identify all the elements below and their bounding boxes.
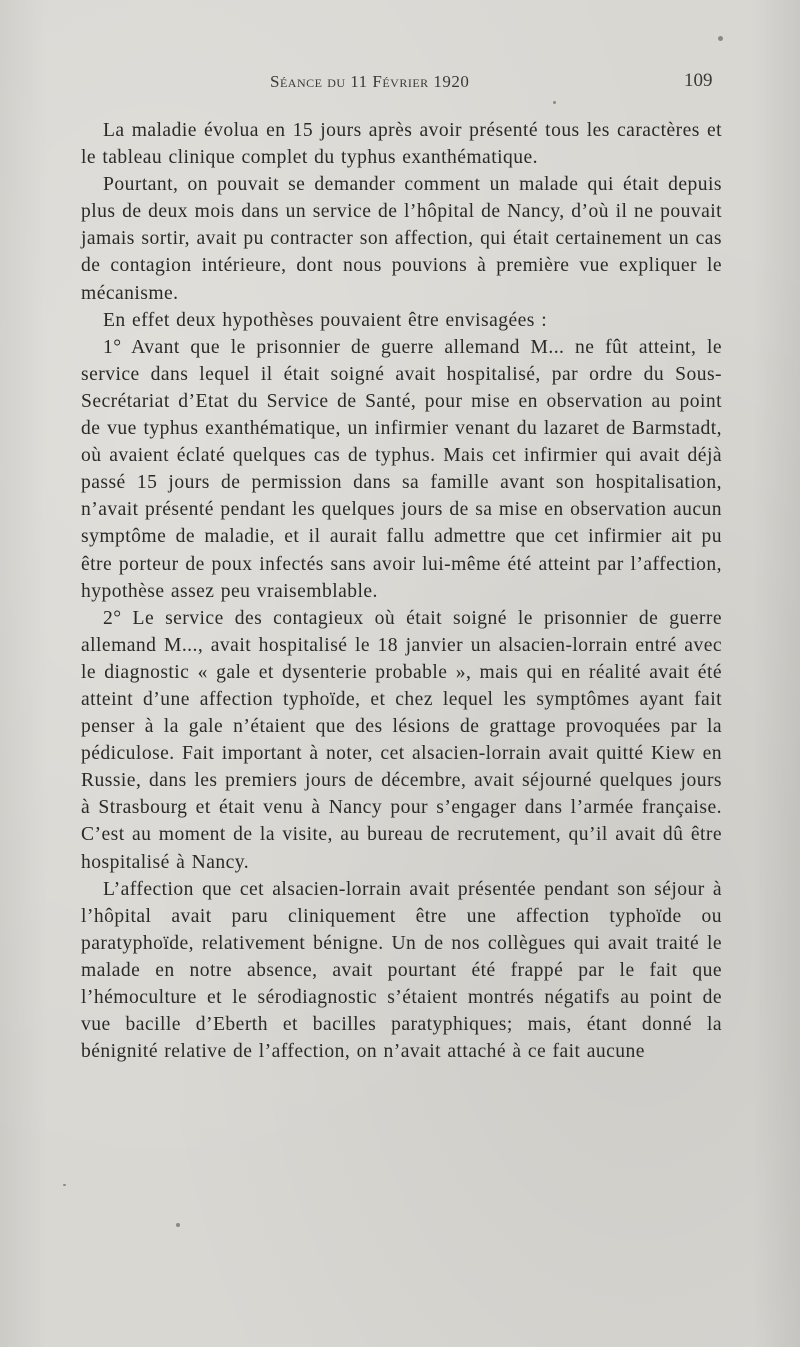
paragraph-conclusion: La maladie évolua en 15 jours après avoir présenté tous les caractères et le tableau clinique complet du typhus exanthématique. — [81, 120, 722, 169]
paper-speck — [718, 36, 723, 41]
paragraph-hypotheses-intro: En effet deux hypothèses pouvaient être envisagées : — [103, 309, 548, 331]
paragraph-hypothesis-two: 2° Le service des contagieux où était soigné le prisonnier de guerre allemand M..., avait hospitalisé le 18 janvier un alsacien-lorrain entré avec le diagnostic « gale et dysenterie probable », mais qui en réalité avait été atteint d’une affection typhoïde, et chez lequel les symptômes ayant fait penser à la gale n’étaient que des lésions de grattage provoquées par la pédiculose. Fait important à noter, cet alsacien-lorrain avait quitté Kiew en Russie, dans les premiers jours de décembre, avait séjourné quelques jours à Strasbourg et était venu à Nancy pour s’engager dans l’armée française. C’est au moment de la visite, au bureau de recrutement, qu’il avait dû être hospitalisé à Nancy. — [81, 607, 722, 873]
running-title: Séance du 11 Février 1920 — [270, 72, 470, 91]
paragraph-hypothesis-one: 1° Avant que le prisonnier de guerre allemand M... ne fût atteint, le service dans lequel il était soigné avait hospitalisé, par ordre du Sous-Secrétariat d’Etat du Service de Santé, pour mise en observation au point de vue typhus exanthématique, un infirmier venant du lazaret de Barmstadt, où avaient éclaté quelques cas de typhus. Mais cet infirmier qui avait déjà passé 15 jours de permission dans sa famille avant son hospitalisation, n’avait présenté pendant les quelques jours de sa mise en observation aucun symptôme de maladie, et il aurait fallu admettre que cet infirmier ait pu être porteur de poux infectés sans avoir lui-même été atteint par l’affection, hypothèse assez peu vraisemblable. — [81, 336, 722, 602]
running-head — [0, 72, 800, 100]
paper-speck — [176, 1223, 180, 1227]
paper-speck — [553, 101, 556, 104]
paragraph-affection: L’affection que cet alsacien-lorrain avait présentée pendant son séjour à l’hôpital avait paru cliniquement être une affection typhoïde ou paratyphoïde, relativement bénigne. Un de nos collègues qui avait traité le malade en notre absence, avait pourtant été frappé par le fait que l’hémoculture et le sérodiagnostic s’étaient montrés négatifs au point de vue bacille d’Eberth et bacilles paratyphiques; mais, étant donné la bénignité relative de l’affection, on n’avait attaché à ce fait aucune — [81, 878, 722, 1063]
paper-speck — [63, 1184, 66, 1186]
paragraph-question: Pourtant, on pouvait se demander comment un malade qui était depuis plus de deux mois dans un service de l’hôpital de Nancy, d’où il ne pouvait jamais sortir, avait pu contracter son affection, qui était certainement un cas de contagion intérieure, dont nous pouvions à première vue expliquer le mécanisme. — [81, 174, 722, 304]
page-number: 109 — [684, 70, 713, 91]
body-text — [81, 117, 722, 1065]
